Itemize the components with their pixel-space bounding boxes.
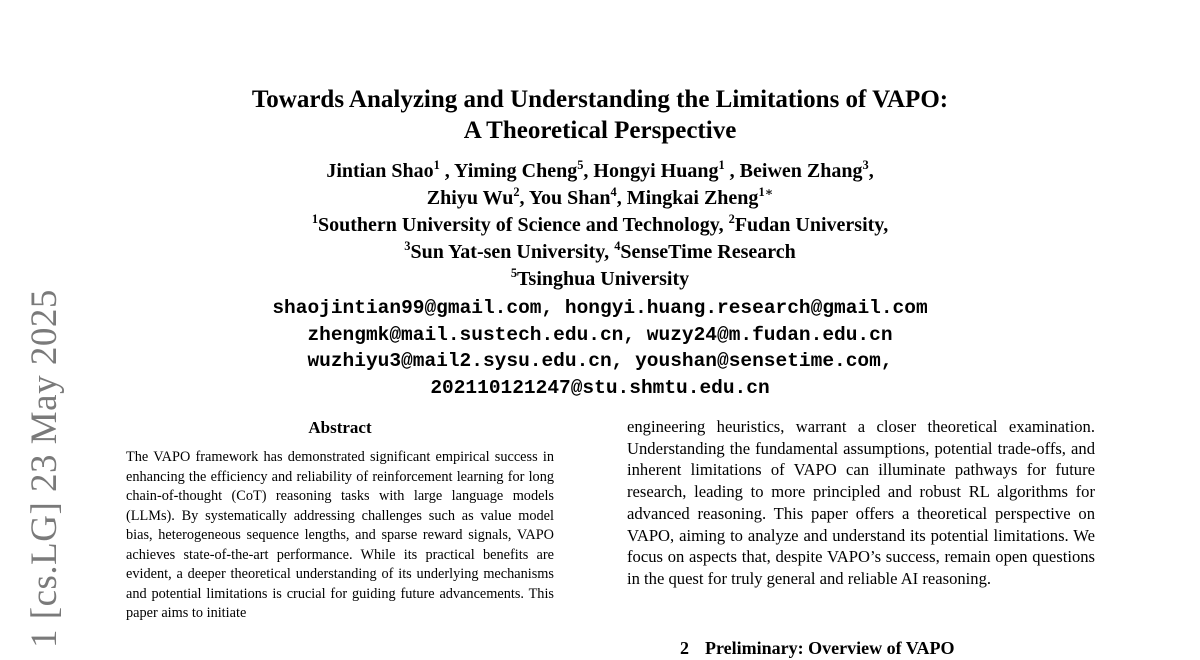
affil-name: Fudan University, bbox=[734, 214, 889, 236]
affil-mark: 1 bbox=[311, 211, 319, 226]
author-name: Mingkai Zheng bbox=[626, 187, 759, 209]
email-list bbox=[0, 295, 1200, 401]
affil-mark: 3 bbox=[404, 238, 411, 253]
affiliation-list bbox=[0, 212, 1200, 293]
author-affil-mark: 4 bbox=[610, 184, 617, 199]
email-line: zhengmk@mail.sustech.edu.cn, wuzy24@m.fudan.edu.cn bbox=[307, 323, 893, 346]
author-separator: , bbox=[868, 160, 874, 182]
affil-name: Tsinghua University bbox=[517, 268, 690, 290]
title-line-1: Towards Analyzing and Understanding the Limitations of VAPO: bbox=[251, 86, 949, 113]
author-name: Yiming Cheng bbox=[454, 160, 578, 182]
abstract-text: The VAPO framework has demonstrated significant empirical success in enhancing the efficiency and reliability of reinforcement learning for long chain-of-thought (CoT) reasoning tasks with large language models (LLMs). By systematically addressing challenges such as value model bias, heterogeneous sequence lengths, and sparse reward signals, VAPO achieves state-of-the-art performance. While its practical benefits are evident, a deeper theoretical understanding of its underlying mechanisms and potential limitations is crucial for guiding future advancements. This paper aims to initiate bbox=[126, 449, 554, 621]
section-title: Preliminary: Overview of VAPO bbox=[705, 638, 955, 658]
author-affil-mark: 1∗ bbox=[758, 184, 774, 199]
author-affil-mark: 2 bbox=[513, 184, 520, 199]
section-heading bbox=[680, 636, 954, 660]
email-line: 202110121247@stu.shmtu.edu.cn bbox=[430, 376, 770, 399]
author-separator: , bbox=[616, 187, 627, 209]
authors-line-1 bbox=[0, 158, 1200, 185]
author-affil-mark: 3 bbox=[862, 157, 869, 172]
section-number: 2 bbox=[680, 638, 689, 658]
paper-title bbox=[0, 84, 1200, 146]
author-name: Beiwen Zhang bbox=[739, 160, 863, 182]
author-name: Zhiyu Wu bbox=[426, 187, 514, 209]
author-name: Jintian Shao bbox=[326, 160, 434, 182]
intro-paragraph: engineering heuristics, warrant a closer theoretical examination. Understanding the fundamental assumptions, potential trade-offs, and inherent limitations of VAPO can illuminate pathways for future research, leading to more principled and robust RL algorithms for advanced reasoning. This paper offers a theoretical perspective on VAPO, aiming to analyze and understand its potential limitations. We focus on aspects that, despite VAPO’s success, remain open questions in the quest for truly general and reliable AI reasoning. bbox=[627, 417, 1095, 588]
author-separator: , bbox=[583, 160, 594, 182]
author-name: You Shan bbox=[528, 187, 611, 209]
author-separator: , bbox=[439, 160, 450, 182]
left-column bbox=[126, 416, 554, 624]
author-list bbox=[0, 158, 1200, 212]
affil-mark: 2 bbox=[728, 211, 735, 226]
affiliations-line-3 bbox=[0, 266, 1200, 293]
author-affil-mark: 5 bbox=[577, 157, 584, 172]
abstract-heading: Abstract bbox=[308, 418, 372, 437]
right-column bbox=[627, 416, 1095, 590]
title-line-2: A Theoretical Perspective bbox=[463, 117, 737, 144]
affil-name: Sun Yat-sen University, bbox=[410, 241, 615, 263]
author-affil-mark: 1 bbox=[718, 157, 725, 172]
email-line: wuzhiyu3@mail2.sysu.edu.cn, youshan@sensetime.com, bbox=[307, 350, 893, 372]
affiliations-line-2 bbox=[0, 239, 1200, 266]
authors-line-2 bbox=[0, 185, 1200, 212]
author-affil-mark: 1 bbox=[433, 157, 440, 172]
affil-mark: 4 bbox=[614, 238, 621, 253]
author-separator: , bbox=[519, 187, 529, 209]
affil-name: SenseTime Research bbox=[620, 241, 796, 263]
author-separator: , bbox=[724, 160, 740, 182]
author-name: Hongyi Huang bbox=[593, 160, 719, 182]
affiliations-line-1 bbox=[0, 212, 1200, 239]
affil-name: Southern University of Science and Technology, bbox=[318, 214, 729, 236]
affil-mark: 5 bbox=[510, 265, 518, 280]
email-line: shaojintian99@gmail.com, hongyi.huang.research@gmail.com bbox=[272, 297, 928, 319]
paper-header bbox=[0, 84, 1200, 401]
arxiv-identifier-stamp: 1 [cs.LG] 23 May 2025 bbox=[24, 289, 65, 648]
